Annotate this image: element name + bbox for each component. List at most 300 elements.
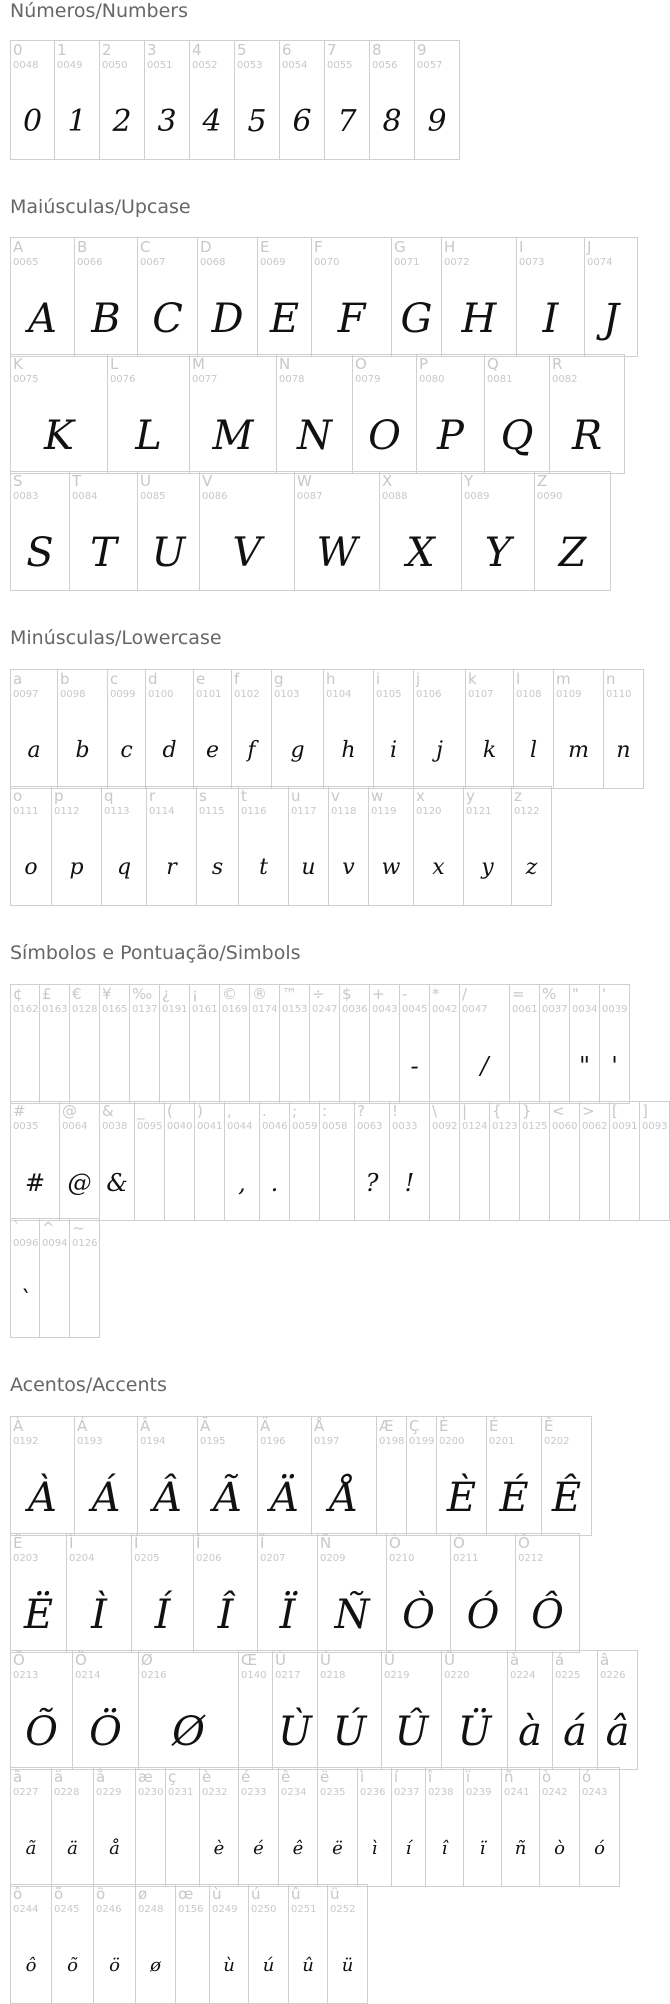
glyph-cell [604,670,644,788]
character-code: 0243 [582,1787,608,1798]
character-code: 0197 [314,1436,340,1447]
character-label: £ [42,985,52,1003]
glyph-cell [75,1417,138,1535]
character-label: 6 [282,41,292,59]
glyph-cell [580,1768,620,1886]
character-label: ( [167,1102,173,1120]
character-label: é [241,1768,251,1786]
glyph-cell [225,1102,260,1220]
character-label: y [466,787,475,805]
glyph-cell [437,1417,487,1535]
glyph-cell [40,985,70,1103]
character-code: 0034 [572,1004,598,1015]
character-code: 0219 [384,1670,410,1681]
character-label: { [492,1102,502,1120]
character-label: @ [62,1102,77,1120]
character-code: 0153 [282,1004,308,1015]
character-code: 0054 [282,60,308,71]
glyph-cell [139,1651,239,1769]
glyph-cell [130,985,160,1103]
character-code: 0082 [552,374,578,385]
glyph-sample: y [481,855,494,880]
glyph-sample: o [24,855,38,880]
glyph-sample: d [162,738,177,763]
character-code: 0066 [77,257,103,268]
character-label: E [260,238,270,256]
glyph-row [10,471,611,591]
glyph-cell [210,1885,249,2003]
glyph-sample: I [542,296,559,342]
glyph-sample: . [270,1169,279,1197]
glyph-row [10,354,625,474]
glyph-cell [516,1534,580,1652]
glyph-cell [353,355,417,473]
glyph-sample: á [563,1709,587,1755]
character-code: 0070 [314,257,340,268]
glyph-sample: 6 [292,104,312,139]
glyph-cell [280,985,310,1103]
character-label: Û [384,1651,395,1669]
glyph-sample: ú [262,1955,275,1976]
character-label: g [274,670,284,688]
glyph-cell [370,985,400,1103]
glyph-cell [73,1651,139,1769]
character-code: 0200 [439,1436,465,1447]
glyph-sample: U [151,530,186,576]
glyph-sample: n [616,738,631,763]
character-code: 0161 [192,1004,218,1015]
glyph-sample: ò [554,1838,565,1859]
glyph-cell [197,787,239,905]
character-code: 0073 [519,257,545,268]
character-code: 0096 [13,1238,39,1249]
character-code: 0110 [606,689,632,700]
character-label: v [331,787,340,805]
glyph-cell [451,1534,516,1652]
glyph-cell [58,670,108,788]
character-label: O [355,355,367,373]
glyph-sample: É [499,1475,529,1521]
character-label: ™ [282,985,297,1003]
glyph-cell [40,1219,70,1337]
glyph-sample: R [571,413,603,459]
glyph-sample: Û [394,1709,429,1755]
glyph-sample: ô [25,1955,37,1976]
character-code: 0078 [279,374,305,385]
character-label: K [13,355,23,373]
glyph-row [10,1416,592,1536]
character-code: 0244 [13,1904,39,1915]
glyph-cell [426,1768,464,1886]
glyph-sample: V [232,530,262,576]
glyph-sample: ? [365,1169,379,1197]
character-label: - [402,985,408,1003]
glyph-cell [194,670,232,788]
character-label: ¥ [102,985,112,1003]
character-label: \ [432,1102,438,1120]
glyph-sample: 7 [337,104,357,139]
character-code: 0169 [222,1004,248,1015]
glyph-sample: l [529,738,538,763]
glyph-row [10,1218,100,1338]
glyph-cell [136,1885,176,2003]
character-code: 0068 [200,257,226,268]
glyph-cell [312,1417,377,1535]
character-label: w [371,787,384,805]
glyph-sample: w [381,855,401,880]
character-label: õ [54,1885,64,1903]
glyph-sample: ä [67,1838,78,1859]
glyph-cell [325,41,370,159]
glyph-sample: J [602,296,620,342]
glyph-cell [10,1885,52,2003]
character-code: 0115 [199,806,225,817]
character-label: ö [96,1885,106,1903]
character-label: N [279,355,291,373]
character-code: 0120 [416,806,442,817]
character-label: ú [251,1885,261,1903]
glyph-sample: ë [332,1838,343,1859]
character-code: 0052 [192,60,218,71]
glyph-sample: â [605,1709,630,1755]
character-label: Ó [453,1534,465,1552]
glyph-sample: ù [223,1955,235,1976]
character-label: ì [360,1768,365,1786]
character-code: 0137 [132,1004,158,1015]
character-code: 0081 [487,374,513,385]
character-label: ê [281,1768,291,1786]
character-label: 4 [192,41,202,59]
glyph-sample: u [301,855,316,880]
character-label: ù [212,1885,222,1903]
glyph-cell [400,985,430,1103]
character-code: 0204 [69,1553,95,1564]
glyph-cell [407,1417,437,1535]
character-label: * [432,985,440,1003]
glyph-cell [138,238,198,356]
character-label: s [199,787,207,805]
glyph-sample: M [212,413,254,459]
glyph-sample: ü [341,1955,354,1976]
character-label: A [13,238,24,256]
glyph-cell [249,1885,289,2003]
character-code: 0051 [147,60,173,71]
glyph-sample: Ò [402,1592,435,1638]
character-code: 0071 [394,257,420,268]
glyph-cell [466,670,514,788]
character-label: [ [612,1102,618,1120]
character-code: 0049 [57,60,83,71]
glyph-cell [318,1768,358,1886]
glyph-cell [272,670,324,788]
glyph-sample: î [441,1838,448,1859]
glyph-sample: ã [25,1838,37,1859]
character-code: 0237 [394,1787,420,1798]
character-code: 0123 [492,1121,518,1132]
character-label: Ö [75,1651,87,1669]
glyph-cell [160,985,190,1103]
character-label: ï [466,1768,471,1786]
glyph-cell [135,1102,165,1220]
glyph-sample: / [480,1052,489,1080]
character-code: 0246 [96,1904,122,1915]
glyph-cell [198,238,258,356]
glyph-cell [289,787,329,905]
character-label: 5 [237,41,247,59]
glyph-sample: @ [67,1169,92,1197]
glyph-sample: Õ [25,1709,58,1755]
glyph-cell [258,238,312,356]
character-code: 0192 [13,1436,39,1447]
character-label: ¡ [192,985,199,1003]
character-label: á [555,1651,565,1669]
character-code: 0055 [327,60,353,71]
character-label: è [202,1768,212,1786]
glyph-cell [598,1651,638,1769]
character-label: : [322,1102,328,1120]
glyph-row [10,984,630,1104]
character-label: 9 [417,41,427,59]
glyph-cell [329,787,369,905]
glyph-sample: 8 [382,104,402,139]
glyph-cell [512,787,552,905]
glyph-sample: ï [479,1838,486,1859]
character-code: 0194 [140,1436,166,1447]
character-label: + [372,985,385,1003]
glyph-cell [570,985,600,1103]
glyph-cell [138,472,200,590]
glyph-cell [517,238,585,356]
character-code: 0191 [162,1004,188,1015]
section-title: Símbolos e Pontuação/Simbols [10,942,301,964]
glyph-sample: è [213,1838,225,1859]
character-label: " [572,985,579,1003]
glyph-cell [10,355,108,473]
glyph-cell [147,787,197,905]
glyph-row [10,669,644,789]
glyph-cell [136,1768,166,1886]
glyph-cell [640,1102,670,1220]
character-code: 0039 [602,1004,628,1015]
glyph-cell [273,1651,318,1769]
character-label: C [140,238,151,256]
character-label: Ñ [320,1534,332,1552]
character-label: ' [602,985,607,1003]
character-label: ) [197,1102,203,1120]
character-code: 0193 [77,1436,103,1447]
character-label: o [13,787,23,805]
glyph-sample: å [109,1838,120,1859]
glyph-cell [382,1651,442,1769]
character-label: ñ [504,1768,514,1786]
glyph-cell [387,1534,451,1652]
glyph-sample: é [253,1838,264,1859]
character-label: d [148,670,158,688]
character-label: Á [77,1417,88,1435]
glyph-cell [146,670,194,788]
character-code: 0065 [13,257,39,268]
glyph-row [10,1650,638,1770]
character-label: t [241,787,247,805]
glyph-cell [258,1417,312,1535]
glyph-row [10,237,638,357]
character-label: € [72,985,82,1003]
glyph-sample: T [90,530,117,576]
glyph-cell [200,1768,239,1886]
character-label: ä [54,1768,64,1786]
character-label: h [326,670,336,688]
character-label: B [77,238,88,256]
glyph-sample: 9 [427,104,447,139]
glyph-cell [369,787,414,905]
glyph-sample: g [290,738,305,763]
character-label: . [262,1102,267,1120]
glyph-cell [550,1102,580,1220]
character-code: 0242 [542,1787,568,1798]
character-label: Î [196,1534,201,1552]
character-label: â [600,1651,610,1669]
character-code: 0195 [200,1436,226,1447]
glyph-row [10,40,460,160]
character-code: 0124 [462,1121,488,1132]
character-label: $ [342,985,352,1003]
glyph-sample: O [368,413,401,459]
character-label: ë [320,1768,330,1786]
character-code: 0231 [168,1787,194,1798]
glyph-cell [580,1102,610,1220]
character-label: È [439,1417,449,1435]
glyph-cell [52,787,102,905]
character-label: å [96,1768,106,1786]
glyph-cell [358,1768,392,1886]
glyph-sample: Ü [457,1709,492,1755]
character-label: e [196,670,206,688]
character-label: I [519,238,524,256]
glyph-sample: 4 [202,104,222,139]
character-code: 0245 [54,1904,80,1915]
character-label: F [314,238,323,256]
character-code: 0076 [110,374,136,385]
character-label: 0 [13,41,23,59]
character-label: É [489,1417,499,1435]
character-code: 0126 [72,1238,98,1249]
character-code: 0079 [355,374,381,385]
character-code: 0041 [197,1121,223,1132]
character-label: Y [464,472,474,490]
glyph-sample: Ë [23,1592,54,1638]
glyph-sample: 0 [22,104,43,139]
character-code: 0045 [402,1004,428,1015]
glyph-sample: ! [404,1169,415,1197]
glyph-cell [194,1534,258,1652]
character-code: 0125 [522,1121,548,1132]
glyph-cell [324,670,374,788]
glyph-sample: K [44,413,74,459]
glyph-sample: - [410,1052,419,1080]
character-label: 7 [327,41,337,59]
glyph-cell [67,1534,132,1652]
character-label: V [202,472,213,490]
character-label: Ê [544,1417,554,1435]
glyph-cell [318,1651,382,1769]
character-code: 0085 [140,491,166,502]
character-code: 0059 [292,1121,318,1132]
character-code: 0140 [241,1670,267,1681]
character-label: û [291,1885,301,1903]
character-code: 0083 [13,491,39,502]
glyph-sample: G [400,296,433,342]
character-code: 0162 [13,1004,39,1015]
glyph-cell [190,41,235,159]
glyph-cell [166,1768,200,1886]
character-code: 0044 [227,1121,253,1132]
glyph-cell [176,1885,210,2003]
character-code: 0043 [372,1004,398,1015]
glyph-cell [553,1651,598,1769]
character-label: n [606,670,616,688]
glyph-cell [415,41,460,159]
character-code: 0247 [312,1004,338,1015]
character-code: 0156 [178,1904,204,1915]
character-label: f [234,670,240,688]
glyph-cell [430,1102,460,1220]
character-code: 0174 [252,1004,278,1015]
character-code: 0235 [320,1787,346,1798]
character-label: 1 [57,41,67,59]
glyph-cell [392,238,442,356]
character-label: Å [314,1417,325,1435]
character-code: 0225 [555,1670,581,1681]
character-code: 0087 [297,491,323,502]
glyph-cell [60,1102,100,1220]
section-title: Acentos/Accents [10,1374,167,1396]
glyph-sample: ê [292,1838,304,1859]
glyph-sample: À [28,1475,57,1521]
character-label: b [60,670,70,688]
glyph-cell [198,1417,258,1535]
character-code: 0048 [13,60,39,71]
glyph-sample: a [27,738,41,763]
glyph-cell [520,1102,550,1220]
glyph-sample: Q [500,413,534,459]
character-code: 0201 [489,1436,515,1447]
character-code: 0108 [516,689,542,700]
character-code: 0117 [291,806,317,817]
character-code: 0067 [140,257,166,268]
glyph-sample: i [389,738,398,763]
glyph-cell [462,472,535,590]
glyph-sample: t [259,855,268,880]
character-code: 0165 [102,1004,128,1015]
glyph-cell [460,985,510,1103]
glyph-cell [320,1102,355,1220]
glyph-sample: Ö [89,1709,122,1755]
character-code: 0074 [587,257,613,268]
character-label: > [582,1102,595,1120]
glyph-sample: m [568,738,589,763]
character-label: Æ [379,1417,394,1435]
glyph-sample: ø [150,1955,161,1976]
character-label: ® [252,985,267,1003]
glyph-cell [540,1768,580,1886]
glyph-sample: D [211,296,244,342]
character-label: D [200,238,212,256]
character-label: R [552,355,563,373]
glyph-cell [485,355,550,473]
glyph-cell [258,1534,318,1652]
glyph-cell [10,1102,60,1220]
glyph-cell [585,238,638,356]
